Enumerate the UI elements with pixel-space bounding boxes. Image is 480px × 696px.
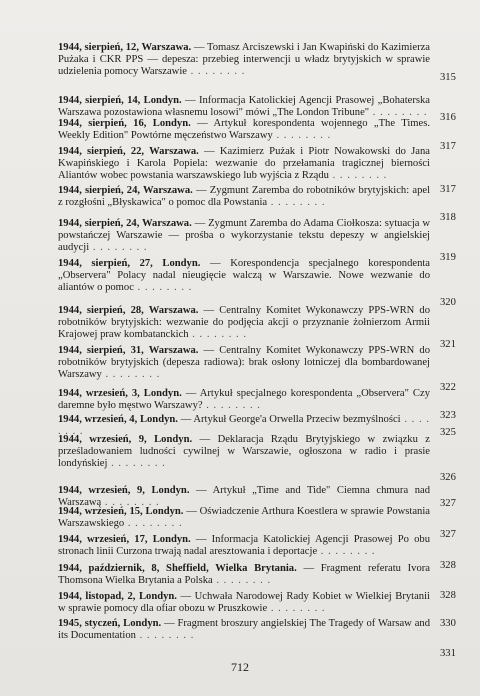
- dot-leader: . . . . . . . .: [267, 603, 326, 615]
- entry-date: 1944, wrzesień, 15, Londyn.: [58, 506, 184, 517]
- entry-description: Centralny Komitet Wykonawczy PPS-WRN do robotników brytyjskich (depesza radiowa): brak osłony lotniczej dla bombardowanej Warszawy: [58, 345, 431, 381]
- page-number: 712: [231, 660, 249, 674]
- entry-page-number: 317: [440, 141, 456, 152]
- toc-entry: 1944, sierpień, 22, Warszawa. — Kazimierz Pużak i Piotr Nowakowski do Jana Kwapińskiego i Karola Popiela: wezwanie do przełamania tragicznej bierności Aliantów wobec powstania warszawskiego lub wyjścia z Rządu . . . . . . . .: [58, 146, 431, 182]
- entry-description: Uchwała Narodowej Rady Kobiet w Wielkiej Brytanii w sprawie pomocy dla ofiar obozu w Pruszkowie: [58, 591, 430, 615]
- entry-description: Artykuł George'a Orwella Przeciw bezmyślności: [193, 414, 401, 425]
- entry-page-number: 327: [440, 529, 456, 540]
- entry-page-number: 317: [440, 184, 456, 195]
- entry-page-number: 331: [440, 648, 456, 659]
- entry-date: 1944, wrzesień, 9, Londyn.: [58, 434, 193, 445]
- entry-page-number: 319: [440, 252, 456, 263]
- entry-description: Informacja Katolickiej Agencji Prasowej Po obu stronach linii Curzona trwają nadal aresztowania i deportacje: [58, 534, 430, 558]
- dot-leader: . . . . . . . .: [101, 369, 161, 381]
- toc-entry: 1944, sierpień, 14, Londyn. — Informacja Katolickiej Agencji Prasowej „Bohaterska Warszawa pozostawiona własnemu losowi" mówi „The London Tribune" . . . . . . . .: [58, 95, 431, 119]
- entry-date: 1944, sierpień, 28, Warszawa.: [58, 305, 199, 316]
- toc-entry: 1944, wrzesień, 15, Londyn. — Oświadczenie Arthura Koestlera w sprawie Powstania Warszawskiego . . . . . . . .: [58, 506, 430, 530]
- entry-description: Fragment referatu Ivora Thomsona Wielka Brytania a Polska: [58, 563, 431, 587]
- entry-page-number: 330: [440, 618, 456, 629]
- dot-leader: . . . . . . . .: [124, 518, 183, 530]
- entry-date: 1944, sierpień, 16, Londyn.: [58, 118, 191, 129]
- dot-leader: . . . . . . . .: [272, 130, 332, 142]
- dot-leader: . . . . . . . .: [188, 329, 247, 341]
- dot-leader: . . . . . . . .: [133, 282, 193, 294]
- entry-page-number: 320: [440, 297, 456, 308]
- entry-page-number: 323: [440, 410, 456, 421]
- toc-entry: 1944, wrzesień, 9, Londyn. — Deklaracja Rządu Brytyjskiego w związku z prześladowaniem ludności cywilnej w Warszawie, ogłoszona w radio i prasie londyńskiej . . . . . . . .: [58, 434, 431, 470]
- entry-page-number: 318: [440, 212, 456, 223]
- dot-leader: . . . . . . . .: [101, 497, 160, 509]
- dot-leader: . . . . . . . .: [135, 630, 195, 642]
- entry-description: Kazimierz Pużak i Piotr Nowakowski do Jana Kwapińskiego i Karola Popiela: wezwanie do przełamania tragicznej bierności Aliantów wobec powstania warszawskiego lub wyjścia z Rządu: [58, 146, 431, 182]
- dot-leader: . . . . . . . .: [107, 458, 166, 470]
- entry-description: Artykuł specjalnego korespondenta „Observera" Czy daremne było męstwo Warszawy?: [58, 388, 430, 412]
- entry-page-number: 321: [440, 339, 456, 350]
- dot-leader: . . . . . . . .: [328, 170, 388, 182]
- entry-page-number: 327: [440, 498, 456, 509]
- entry-date: 1944, sierpień, 12, Warszawa.: [58, 42, 192, 53]
- entry-description: Artykuł „Time and Tide" Ciemna chmura nad Warszawą: [58, 485, 431, 509]
- entry-description: Zygmunt Zaremba do robotników brytyjskich: apel z rozgłośni „Błyskawica" o pomoc dla Powstania: [58, 185, 431, 209]
- entry-description: Centralny Komitet Wykonawczy PPS-WRN do robotników brytyjskich: wezwanie do podjęcia akcji o przyznanie żołnierzom Armii Krajowej praw kombatanckich: [58, 305, 431, 341]
- entry-page-number: 328: [440, 560, 456, 571]
- toc-entry: 1944, październik, 8, Sheffield, Wielka Brytania. — Fragment referatu Ivora Thomsona Wielka Brytania a Polska . . . . . . . .: [58, 563, 431, 587]
- entry-page-number: 316: [440, 112, 456, 123]
- entry-description: Informacja Katolickiej Agencji Prasowej „Bohaterska Warszawa pozostawiona własnemu losowi" mówi „The London Tribune": [58, 95, 431, 119]
- dot-leader: . . . . . . . .: [186, 66, 246, 78]
- toc-entry: 1944, wrzesień, 17, Londyn. — Informacja Katolickiej Agencji Prasowej Po obu stronach linii Curzona trwają nadal aresztowania i deportacje . . . . . . . .: [58, 534, 430, 558]
- entry-description: Artykuł korespondenta wojennego „The Times. Weekly Edition" Powtórne męczeństwo Warszawy: [58, 118, 430, 142]
- entry-date: 1944, sierpień, 24, Warszawa.: [58, 185, 193, 196]
- dot-leader: . . . . . . . .: [212, 575, 272, 587]
- toc-entry: 1944, sierpień, 28, Warszawa. — Centralny Komitet Wykonawczy PPS-WRN do robotników brytyjskich: wezwanie do podjęcia akcji o przyznanie żołnierzom Armii Krajowej praw kombatanckich . . . . . . . .: [58, 305, 431, 341]
- dot-leader: . . . . . . . .: [89, 242, 148, 254]
- entry-page-number: 322: [440, 382, 456, 393]
- toc-entry: 1945, styczeń, Londyn. — Fragment broszury angielskiej The Tragedy of Warsaw and its Documentation . . . . . . . .: [58, 618, 430, 642]
- toc-entry: 1944, sierpień, 12, Warszawa. — Tomasz Arciszewski i Jan Kwapiński do Kazimierza Pużaka i CKR PPS — depesza: przebieg interwencji u władz brytyjskich w sprawie udzielenia pomocy Warszawie . . . . . . . .: [58, 42, 430, 78]
- entry-date: 1945, styczeń, Londyn.: [58, 618, 162, 629]
- entry-date: 1944, sierpień, 27, Londyn.: [58, 258, 201, 269]
- entry-date: 1944, listopad, 2, Londyn.: [58, 591, 177, 602]
- entry-date: 1944, sierpień, 31, Warszawa.: [58, 345, 199, 356]
- toc-entry: 1944, sierpień, 24, Warszawa. — Zygmunt Zaremba do Adama Ciołkosza: sytuacja w powstańczej Warszawie — prośba o wykorzystanie tekstu depeszy w angielskiej audycji . . . . . . . .: [58, 218, 431, 254]
- entry-page-number: 315: [440, 72, 456, 83]
- entry-description: Zygmunt Zaremba do Adama Ciołkosza: sytuacja w powstańczej Warszawie — prośba o wykorzystanie tekstu depeszy w angielskiej audycji: [58, 218, 431, 254]
- entry-date: 1944, wrzesień, 17, Londyn.: [58, 534, 191, 545]
- entry-date: 1944, sierpień, 24, Warszawa.: [58, 218, 192, 229]
- entry-date: 1944, wrzesień, 9, Londyn.: [58, 485, 190, 496]
- entry-page-number: 328: [440, 590, 456, 601]
- entry-description: Tomasz Arciszewski i Jan Kwapiński do Kazimierza Pużaka i CKR PPS — depesza: przebieg interwencji u władz brytyjskich w sprawie udzielenia pomocy Warszawie: [58, 42, 430, 78]
- entry-date: 1944, sierpień, 22, Warszawa.: [58, 146, 199, 157]
- entry-description: Fragment broszury angielskiej The Tragedy of Warsaw and its Documentation: [58, 618, 430, 642]
- entry-description: Korespondencja specjalnego korespondenta „Observera" Polacy nadal nieugięcie walczą w Warszawie. Nowe wezwanie do aliantów o pomoc: [58, 258, 431, 294]
- dot-leader: . . . . . . . .: [58, 414, 431, 438]
- toc-entry: 1944, sierpień, 24, Warszawa. — Zygmunt Zaremba do robotników brytyjskich: apel z rozgłośni „Błyskawica" o pomoc dla Powstania . . . . . . . .: [58, 185, 431, 209]
- dot-leader: . . . . . . . .: [317, 546, 376, 558]
- dot-leader: . . . . . . . .: [202, 400, 261, 412]
- dot-leader: . . . . . . . .: [267, 197, 326, 209]
- entry-date: 1944, wrzesień, 3, Londyn.: [58, 388, 182, 399]
- toc-entry: 1944, sierpień, 16, Londyn. — Artykuł korespondenta wojennego „The Times. Weekly Edition" Powtórne męczeństwo Warszawy . . . . . . . .: [58, 118, 430, 142]
- entry-description: Deklaracja Rządu Brytyjskiego w związku z prześladowaniem ludności cywilnej w Warszawie, ogłoszona w radio i prasie londyńskiej: [58, 434, 431, 470]
- toc-entry: 1944, wrzesień, 9, Londyn. — Artykuł „Time and Tide" Ciemna chmura nad Warszawą . . . . . . . .: [58, 485, 431, 509]
- toc-entry: 1944, sierpień, 31, Warszawa. — Centralny Komitet Wykonawczy PPS-WRN do robotników brytyjskich (depesza radiowa): brak osłony lotniczej dla bombardowanej Warszawy . . . . . . . .: [58, 345, 431, 381]
- entry-date: 1944, sierpień, 14, Londyn.: [58, 95, 182, 106]
- toc-entry: 1944, sierpień, 27, Londyn. — Korespondencja specjalnego korespondenta „Observera" Polacy nadal nieugięcie walczą w Warszawie. Nowe wezwanie do aliantów o pomoc . . . . . . . .: [58, 258, 431, 294]
- entry-description: Oświadczenie Arthura Koestlera w sprawie Powstania Warszawskiego: [58, 506, 430, 530]
- toc-entry: 1944, wrzesień, 3, Londyn. — Artykuł specjalnego korespondenta „Observera" Czy daremne było męstwo Warszawy? . . . . . . . .: [58, 388, 430, 412]
- entry-date: 1944, październik, 8, Sheffield, Wielka Brytania.: [58, 563, 297, 574]
- entry-date: 1944, wrzesień, 4, Londyn.: [58, 414, 178, 425]
- toc-entry: 1944, listopad, 2, Londyn. — Uchwała Narodowej Rady Kobiet w Wielkiej Brytanii w sprawie pomocy dla ofiar obozu w Pruszkowie . . . . . . . .: [58, 591, 430, 615]
- dot-leader: . . . . . . . .: [369, 107, 428, 119]
- toc-entry: 1944, wrzesień, 4, Londyn. — Artykuł George'a Orwella Przeciw bezmyślności . . . . . . . .: [58, 414, 431, 438]
- entry-page-number: 326: [440, 472, 456, 483]
- entry-page-number: 325: [440, 427, 456, 438]
